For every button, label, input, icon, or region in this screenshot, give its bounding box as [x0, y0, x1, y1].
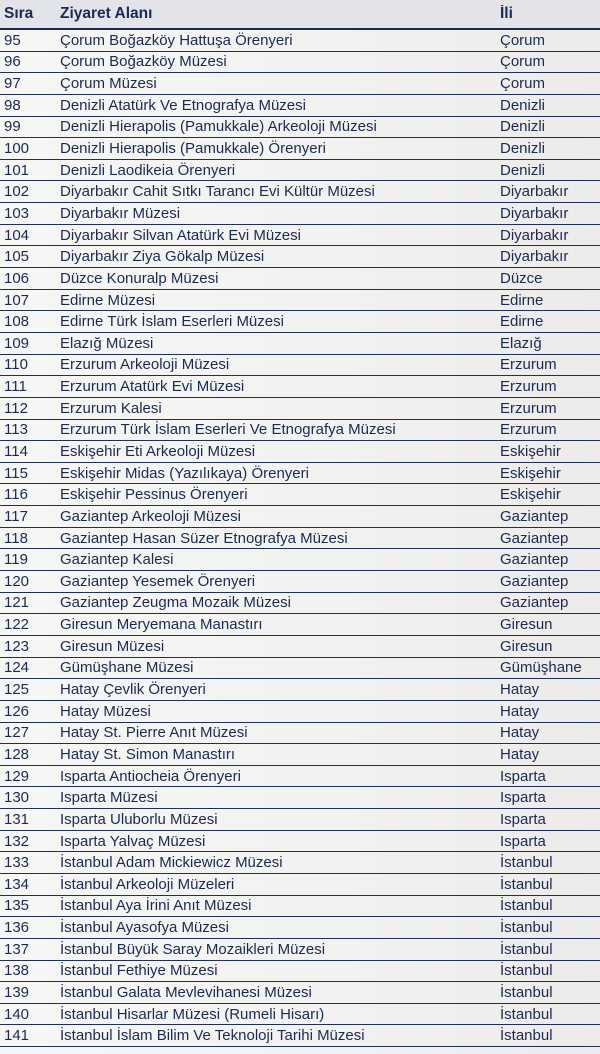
table-row	[0, 160, 600, 182]
row-city: Hatay	[500, 702, 540, 720]
table-row	[0, 961, 600, 983]
row-number: 124	[4, 659, 30, 677]
row-site-name: Çorum Boğazköy Hattuşa Örenyeri	[60, 31, 293, 49]
row-number: 125	[4, 681, 30, 699]
row-city: Gaziantep	[500, 551, 569, 569]
table-row	[0, 658, 600, 680]
row-number: 135	[4, 897, 30, 915]
row-site-name: İstanbul Aya İrini Anıt Müzesi	[60, 897, 252, 915]
row-city: Eskişehir	[500, 464, 561, 482]
table-row	[0, 463, 600, 485]
table-row	[0, 874, 600, 896]
row-number: 133	[4, 854, 30, 872]
row-site-name: Hatay Çevlik Örenyeri	[60, 681, 206, 699]
table-row	[0, 355, 600, 377]
row-site-name: Denizli Atatürk Ve Etnografya Müzesi	[60, 96, 306, 114]
row-site-name: Gaziantep Yesemek Örenyeri	[60, 572, 256, 590]
row-site-name: Gaziantep Hasan Süzer Etnografya Müzesi	[60, 529, 348, 547]
row-site-name: İstanbul Adam Mickiewicz Müzesi	[60, 854, 283, 872]
table-row	[0, 117, 600, 139]
row-number: 137	[4, 940, 30, 958]
row-number: 134	[4, 875, 30, 893]
row-city: Gaziantep	[500, 594, 569, 612]
table-row	[0, 614, 600, 636]
row-city: İstanbul	[500, 962, 553, 980]
row-number: 103	[4, 204, 30, 222]
row-city: Erzurum	[500, 399, 557, 417]
row-number: 141	[4, 1027, 30, 1045]
row-city: Eskişehir	[500, 486, 561, 504]
row-city: Çorum	[500, 75, 546, 93]
row-city: Hatay	[500, 724, 540, 742]
row-number: 95	[4, 31, 21, 49]
table-row	[0, 506, 600, 528]
row-city: İstanbul	[500, 919, 553, 937]
table-row	[0, 831, 600, 853]
table-row	[0, 744, 600, 766]
row-city: İstanbul	[500, 897, 553, 915]
row-city: İstanbul	[500, 1027, 553, 1045]
row-site-name: Düzce Konuralp Müzesi	[60, 269, 219, 287]
table-row	[0, 138, 600, 160]
row-site-name: Isparta Uluborlu Müzesi	[60, 810, 218, 828]
table-row	[0, 311, 600, 333]
row-site-name: Edirne Türk İslam Eserleri Müzesi	[60, 313, 284, 331]
row-site-name: İstanbul İslam Bilim Ve Teknoloji Tarihi Müzesi	[60, 1027, 365, 1045]
row-site-name: Erzurum Atatürk Evi Müzesi	[60, 378, 245, 396]
row-number: 117	[4, 507, 28, 525]
row-city: Isparta	[500, 810, 546, 828]
table-row	[0, 766, 600, 788]
table-row	[0, 203, 600, 225]
row-city: Denizli	[500, 118, 546, 136]
header-city: İli	[500, 5, 513, 22]
row-number: 119	[4, 551, 28, 569]
row-number: 102	[4, 183, 30, 201]
row-site-name: Elazığ Müzesi	[60, 334, 154, 352]
row-number: 118	[4, 529, 28, 547]
table-row	[0, 484, 600, 506]
row-city: Denizli	[500, 96, 546, 114]
row-city: Denizli	[500, 161, 546, 179]
row-site-name: Gümüşhane Müzesi	[60, 659, 194, 677]
row-site-name: Çorum Müzesi	[60, 75, 157, 93]
table-body	[0, 30, 600, 1047]
row-number: 128	[4, 745, 30, 763]
table-row	[0, 636, 600, 658]
row-number: 104	[4, 226, 30, 244]
row-site-name: Hatay St. Simon Manastırı	[60, 745, 236, 763]
table-row	[0, 701, 600, 723]
row-number: 115	[4, 464, 28, 482]
row-site-name: Denizli Hierapolis (Pamukkale) Arkeoloji Müzesi	[60, 118, 377, 136]
row-number: 122	[4, 616, 30, 634]
row-number: 120	[4, 572, 30, 590]
table-row	[0, 181, 600, 203]
row-city: Erzurum	[500, 378, 557, 396]
table-row	[0, 917, 600, 939]
table-row	[0, 982, 600, 1004]
row-city: Isparta	[500, 767, 546, 785]
row-city: Eskişehir	[500, 442, 561, 460]
table-row	[0, 52, 600, 74]
row-city: Elazığ	[500, 334, 542, 352]
row-site-name: Diyarbakır Cahit Sıtkı Tarancı Evi Kültür Müzesi	[60, 183, 375, 201]
row-city: Diyarbakır	[500, 226, 569, 244]
row-number: 96	[4, 53, 21, 71]
row-city: İstanbul	[500, 940, 553, 958]
table-row	[0, 290, 600, 312]
table-row	[0, 30, 600, 52]
row-site-name: Eskişehir Midas (Yazılıkaya) Örenyeri	[60, 464, 309, 482]
row-city: Edirne	[500, 291, 544, 309]
row-site-name: Hatay Müzesi	[60, 702, 151, 720]
row-number: 127	[4, 724, 30, 742]
table-row	[0, 225, 600, 247]
row-site-name: Gaziantep Kalesi	[60, 551, 174, 569]
table-row	[0, 420, 600, 442]
row-site-name: Hatay St. Pierre Anıt Müzesi	[60, 724, 248, 742]
table-row	[0, 896, 600, 918]
row-site-name: Erzurum Türk İslam Eserleri Ve Etnografya Müzesi	[60, 421, 396, 439]
row-site-name: Eskişehir Eti Arkeoloji Müzesi	[60, 442, 256, 460]
row-site-name: Denizli Hierapolis (Pamukkale) Örenyeri	[60, 140, 326, 158]
row-site-name: İstanbul Fethiye Müzesi	[60, 962, 218, 980]
row-city: Giresun	[500, 616, 553, 634]
row-site-name: İstanbul Büyük Saray Mozaikleri Müzesi	[60, 940, 326, 958]
row-city: İstanbul	[500, 875, 553, 893]
row-number: 110	[4, 356, 28, 374]
row-site-name: Edirne Müzesi	[60, 291, 156, 309]
row-city: İstanbul	[500, 984, 553, 1001]
row-city: Giresun	[500, 637, 553, 655]
table-row	[0, 852, 600, 874]
table-row	[0, 787, 600, 809]
row-site-name: Denizli Laodikeia Örenyeri	[60, 161, 236, 179]
row-site-name: Eskişehir Pessinus Örenyeri	[60, 486, 248, 504]
row-number: 108	[4, 313, 30, 331]
table-row	[0, 1025, 600, 1047]
row-city: Gümüşhane	[500, 659, 582, 677]
table-row	[0, 809, 600, 831]
header-no: Sıra	[4, 5, 34, 22]
table-row	[0, 1004, 600, 1026]
row-number: 130	[4, 789, 30, 807]
row-city: Hatay	[500, 745, 540, 763]
row-number: 140	[4, 1005, 30, 1023]
table-row	[0, 679, 600, 701]
row-number: 111	[4, 378, 27, 396]
row-number: 114	[4, 442, 28, 460]
row-city: Denizli	[500, 140, 546, 158]
row-site-name: İstanbul Hisarlar Müzesi (Rumeli Hisarı)	[60, 1005, 325, 1023]
row-city: Gaziantep	[500, 572, 569, 590]
row-number: 105	[4, 248, 30, 266]
row-city: Erzurum	[500, 421, 557, 439]
row-site-name: İstanbul Arkeoloji Müzeleri	[60, 875, 235, 893]
row-site-name: Giresun Müzesi	[60, 637, 165, 655]
row-number: 138	[4, 962, 30, 980]
row-number: 112	[4, 399, 28, 417]
row-site-name: İstanbul Galata Mevlevihanesi Müzesi	[60, 984, 312, 1001]
row-site-name: İstanbul Ayasofya Müzesi	[60, 919, 229, 937]
row-site-name: Gaziantep Zeugma Mozaik Müzesi	[60, 594, 291, 612]
row-number: 106	[4, 269, 30, 287]
row-city: Diyarbakır	[500, 248, 569, 266]
row-number: 100	[4, 140, 30, 158]
table-row	[0, 723, 600, 745]
row-city: İstanbul	[500, 1005, 553, 1023]
row-city: Isparta	[500, 789, 546, 807]
row-site-name: Çorum Boğazköy Müzesi	[60, 53, 227, 71]
row-city: Isparta	[500, 832, 546, 850]
row-number: 113	[4, 421, 28, 439]
table-header-row	[0, 0, 600, 30]
table-row	[0, 95, 600, 117]
row-number: 139	[4, 984, 30, 1001]
row-number: 107	[4, 291, 30, 309]
row-city: Gaziantep	[500, 507, 569, 525]
row-city: Diyarbakır	[500, 183, 569, 201]
row-number: 123	[4, 637, 30, 655]
row-number: 121	[4, 594, 30, 612]
row-site-name: Diyarbakır Silvan Atatürk Evi Müzesi	[60, 226, 301, 244]
row-site-name: Isparta Antiocheia Örenyeri	[60, 767, 241, 785]
row-city: Erzurum	[500, 356, 557, 374]
row-site-name: Diyarbakır Ziya Gökalp Müzesi	[60, 248, 265, 266]
row-site-name: Isparta Müzesi	[60, 789, 158, 807]
table-row	[0, 376, 600, 398]
row-city: Çorum	[500, 53, 546, 71]
row-city: İstanbul	[500, 854, 553, 872]
table-row	[0, 549, 600, 571]
row-city: Gaziantep	[500, 529, 569, 547]
row-number: 129	[4, 767, 30, 785]
table-row	[0, 571, 600, 593]
row-city: Hatay	[500, 681, 540, 699]
table-row	[0, 593, 600, 615]
header-name: Ziyaret Alanı	[60, 5, 153, 22]
row-city: Çorum	[500, 31, 546, 49]
table-row	[0, 246, 600, 268]
table-row	[0, 73, 600, 95]
table-row	[0, 441, 600, 463]
row-number: 99	[4, 118, 21, 136]
row-site-name: Gaziantep Arkeoloji Müzesi	[60, 507, 241, 525]
row-site-name: Giresun Meryemana Manastırı	[60, 616, 263, 634]
table-row	[0, 528, 600, 550]
row-site-name: Erzurum Kalesi	[60, 399, 162, 417]
table-row	[0, 268, 600, 290]
row-number: 131	[4, 810, 30, 828]
table-row	[0, 398, 600, 420]
table-row	[0, 939, 600, 961]
row-city: Düzce	[500, 269, 543, 287]
row-number: 98	[4, 96, 21, 114]
row-number: 101	[4, 161, 30, 179]
row-number: 109	[4, 334, 30, 352]
row-number: 97	[4, 75, 21, 93]
table-row	[0, 333, 600, 355]
row-city: Edirne	[500, 313, 544, 331]
row-site-name: Diyarbakır Müzesi	[60, 204, 181, 222]
row-number: 116	[4, 486, 28, 504]
row-number: 126	[4, 702, 30, 720]
row-city: Diyarbakır	[500, 204, 569, 222]
row-site-name: Isparta Yalvaç Müzesi	[60, 832, 206, 850]
row-site-name: Erzurum Arkeoloji Müzesi	[60, 356, 230, 374]
row-number: 136	[4, 919, 30, 937]
row-number: 132	[4, 832, 30, 850]
